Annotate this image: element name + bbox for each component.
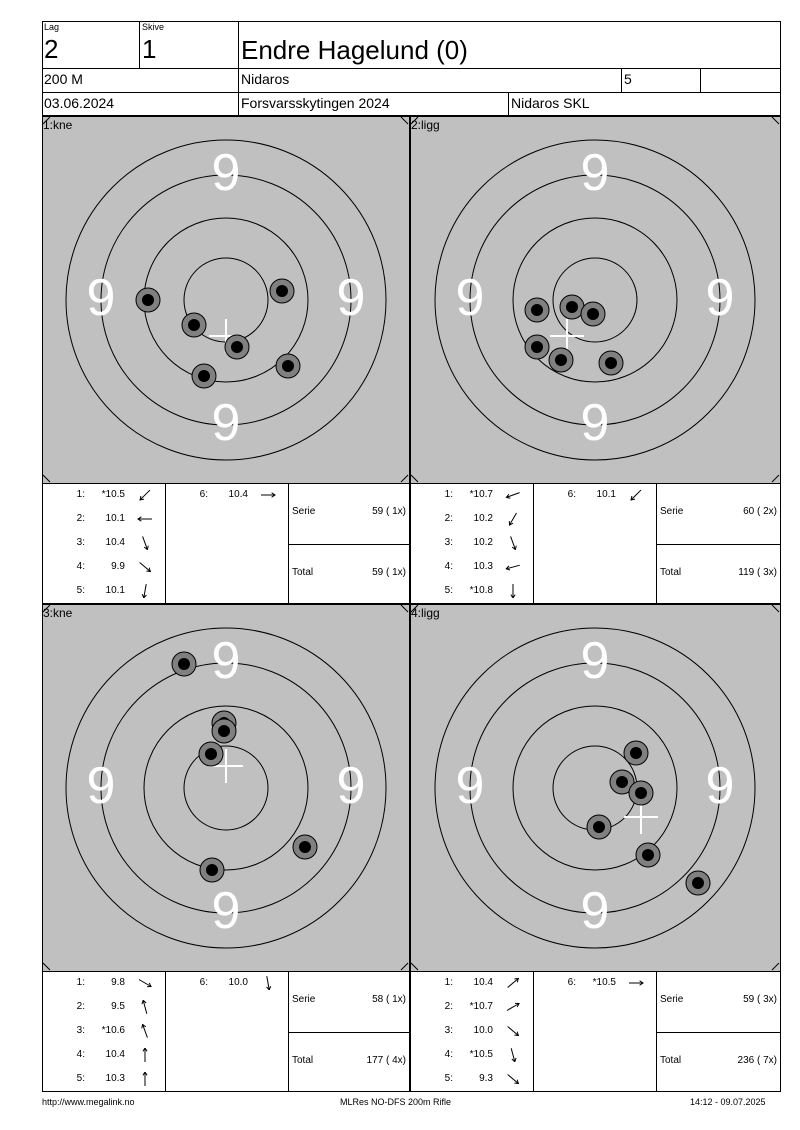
shot-row xyxy=(411,1023,531,1039)
ring-number-label: 9 xyxy=(580,394,610,452)
shot-score: 9.3 xyxy=(479,1073,493,1084)
shot-number: 5: xyxy=(76,585,85,596)
shot-number: 1: xyxy=(444,977,453,988)
shot-hole xyxy=(136,288,160,312)
serie-label: Serie xyxy=(292,994,316,1005)
total-value: 59 ( 1x) xyxy=(372,567,406,578)
ring-number-label: 9 xyxy=(455,757,485,815)
shot-number: 5: xyxy=(444,1073,453,1084)
ring-number-label: 9 xyxy=(336,757,366,815)
shot-hole xyxy=(172,652,196,676)
serie-label: Serie xyxy=(660,994,684,1005)
shot-score: *10.5 xyxy=(592,977,616,988)
shot-direction-arrow-icon xyxy=(503,536,523,550)
class: 5 xyxy=(624,71,632,87)
ring-number-label: 9 xyxy=(580,882,610,940)
shot-direction-arrow-icon xyxy=(503,560,523,574)
shot-direction-arrow-icon xyxy=(503,584,523,598)
shot-hole xyxy=(636,843,660,867)
shot-hole xyxy=(276,354,300,378)
shot-hole xyxy=(293,835,317,859)
class-cell xyxy=(622,69,701,92)
shot-hole xyxy=(200,858,224,882)
panel-title: 3:kne xyxy=(43,606,73,620)
target-face xyxy=(43,117,409,483)
panel-title: 4:ligg xyxy=(411,606,440,620)
shot-row xyxy=(411,1071,531,1087)
total-label: Total xyxy=(660,1055,682,1066)
shot-row xyxy=(411,559,531,575)
target-panel xyxy=(410,604,781,972)
shot-row xyxy=(43,1023,163,1039)
skive-value: 1 xyxy=(142,34,157,64)
shot-hole xyxy=(587,815,611,839)
shot-row xyxy=(411,975,531,991)
date: 03.06.2024 xyxy=(44,95,115,111)
total-value: 119 ( 3x) xyxy=(738,567,777,578)
serie-value: 58 ( 1x) xyxy=(372,994,406,1005)
shot-hole xyxy=(629,781,653,805)
panel-title: 1:kne xyxy=(43,118,73,132)
shot-direction-arrow-icon xyxy=(503,976,523,990)
table-divider xyxy=(289,1032,409,1033)
lag-label: Lag xyxy=(44,22,60,32)
shot-score: *10.5 xyxy=(101,489,125,500)
shot-hole xyxy=(182,313,206,337)
shot-hole xyxy=(599,351,623,375)
shot-score: 10.3 xyxy=(105,1073,125,1084)
shot-direction-arrow-icon xyxy=(503,1048,523,1062)
ring-number-label: 9 xyxy=(336,269,366,327)
shot-row xyxy=(43,535,163,551)
shot-row xyxy=(534,975,654,991)
shot-direction-arrow-icon xyxy=(258,976,278,990)
footer-timestamp: 14:12 - 09.07.2025 xyxy=(690,1097,766,1107)
shot-score: 10.3 xyxy=(473,561,493,572)
serie-value: 59 ( 3x) xyxy=(743,994,777,1005)
shot-direction-arrow-icon xyxy=(135,976,155,990)
shooter-name: Endre Hagelund (0) xyxy=(241,35,468,65)
shot-row xyxy=(43,1071,163,1087)
shot-hole xyxy=(192,364,216,388)
shot-row xyxy=(43,975,163,991)
club-cell xyxy=(239,69,622,92)
shot-number: 2: xyxy=(76,1001,85,1012)
shot-number: 3: xyxy=(76,1025,85,1036)
target-face xyxy=(411,605,780,971)
shot-number: 1: xyxy=(76,489,85,500)
shot-number: 3: xyxy=(444,1025,453,1036)
shot-hole xyxy=(212,719,236,743)
shot-hole xyxy=(225,335,249,359)
shot-direction-arrow-icon xyxy=(135,512,155,526)
shot-direction-arrow-icon xyxy=(135,536,155,550)
shot-score: 10.2 xyxy=(473,513,493,524)
total-label: Total xyxy=(292,1055,314,1066)
lag-cell xyxy=(42,21,140,69)
shot-score: 10.4 xyxy=(228,489,248,500)
shot-hole xyxy=(270,279,294,303)
shot-row xyxy=(411,535,531,551)
table-divider xyxy=(657,1032,780,1033)
club: Nidaros xyxy=(241,71,290,87)
date-cell xyxy=(42,93,239,116)
serie-value: 60 ( 2x) xyxy=(743,506,777,517)
shot-row xyxy=(43,1047,163,1063)
shot-direction-arrow-icon xyxy=(503,512,523,526)
shot-number: 1: xyxy=(76,977,85,988)
serie-value: 59 ( 1x) xyxy=(372,506,406,517)
score-table xyxy=(42,484,410,604)
shot-number: 4: xyxy=(76,1049,85,1060)
shot-score: *10.6 xyxy=(101,1025,125,1036)
shot-row xyxy=(43,559,163,575)
shot-hole xyxy=(549,348,573,372)
shot-direction-arrow-icon xyxy=(503,1024,523,1038)
lag-value: 2 xyxy=(44,34,59,64)
ring-number-label: 9 xyxy=(211,144,241,202)
score-table xyxy=(410,484,781,604)
shot-number: 4: xyxy=(444,561,453,572)
shot-score: 10.1 xyxy=(105,585,125,596)
shot-row xyxy=(166,975,286,991)
shot-direction-arrow-icon xyxy=(135,1048,155,1062)
shot-direction-arrow-icon xyxy=(626,976,646,990)
shot-hole xyxy=(525,335,549,359)
total-label: Total xyxy=(292,567,314,578)
organizer: Nidaros SKL xyxy=(511,95,590,111)
shot-score: 10.0 xyxy=(228,977,248,988)
target-panel xyxy=(42,604,410,972)
shot-number: 6: xyxy=(567,977,576,988)
shot-score: *10.8 xyxy=(469,585,493,596)
panel-title: 2:ligg xyxy=(411,118,440,132)
shot-score: 9.9 xyxy=(111,561,125,572)
shot-number: 6: xyxy=(199,489,208,500)
ring-number-label: 9 xyxy=(580,632,610,690)
ring-number-label: 9 xyxy=(211,632,241,690)
score-table xyxy=(42,972,410,1092)
shot-number: 3: xyxy=(444,537,453,548)
shot-direction-arrow-icon xyxy=(135,488,155,502)
shot-row xyxy=(411,511,531,527)
table-divider xyxy=(657,544,780,545)
ring-number-label: 9 xyxy=(455,269,485,327)
ring-number-label: 9 xyxy=(86,269,116,327)
shot-row xyxy=(43,999,163,1015)
event-cell xyxy=(239,93,509,116)
shot-hole xyxy=(199,742,223,766)
shot-direction-arrow-icon xyxy=(626,488,646,502)
distance: 200 M xyxy=(44,71,83,87)
shot-row xyxy=(534,487,654,503)
shot-hole xyxy=(686,871,710,895)
shot-number: 2: xyxy=(76,513,85,524)
target-panel xyxy=(410,116,781,484)
shot-score: 10.4 xyxy=(105,1049,125,1060)
shot-direction-arrow-icon xyxy=(135,584,155,598)
shot-direction-arrow-icon xyxy=(135,1072,155,1086)
shot-score: 10.2 xyxy=(473,537,493,548)
footer-program: MLRes NO-DFS 200m Rifle xyxy=(340,1097,452,1107)
shot-score: *10.7 xyxy=(469,1001,493,1012)
event: Forsvarsskytingen 2024 xyxy=(241,95,390,111)
table-divider xyxy=(289,544,409,545)
shot-row xyxy=(166,487,286,503)
ring-number-label: 9 xyxy=(705,269,735,327)
target-panel xyxy=(42,116,410,484)
shot-number: 4: xyxy=(444,1049,453,1060)
shot-direction-arrow-icon xyxy=(503,1000,523,1014)
skive-cell xyxy=(140,21,239,69)
shot-hole xyxy=(581,302,605,326)
shot-number: 5: xyxy=(444,585,453,596)
target-face xyxy=(411,117,780,483)
shot-score: *10.5 xyxy=(469,1049,493,1060)
shot-score: 10.0 xyxy=(473,1025,493,1036)
shot-score: *10.7 xyxy=(469,489,493,500)
shot-number: 2: xyxy=(444,513,453,524)
shot-number: 1: xyxy=(444,489,453,500)
shot-score: 10.4 xyxy=(473,977,493,988)
skive-label: Skive xyxy=(142,22,165,32)
shot-direction-arrow-icon xyxy=(135,560,155,574)
shot-score: 10.1 xyxy=(105,513,125,524)
shot-hole xyxy=(560,295,584,319)
shot-direction-arrow-icon xyxy=(135,1024,155,1038)
shot-row xyxy=(43,511,163,527)
ring-number-label: 9 xyxy=(211,394,241,452)
total-value: 177 ( 4x) xyxy=(366,1055,406,1066)
shot-row xyxy=(43,487,163,503)
shot-score: 10.4 xyxy=(105,537,125,548)
total-label: Total xyxy=(660,567,682,578)
shot-row xyxy=(411,583,531,599)
organizer-cell xyxy=(509,93,781,116)
shot-score: 10.1 xyxy=(596,489,616,500)
shot-hole xyxy=(624,741,648,765)
shot-number: 6: xyxy=(199,977,208,988)
shot-direction-arrow-icon xyxy=(503,488,523,502)
footer-url[interactable]: http://www.megalink.no xyxy=(42,1097,135,1107)
ring-number-label: 9 xyxy=(705,757,735,815)
shot-score: 9.8 xyxy=(111,977,125,988)
shot-number: 2: xyxy=(444,1001,453,1012)
shot-number: 3: xyxy=(76,537,85,548)
shot-row xyxy=(411,1047,531,1063)
shot-number: 5: xyxy=(76,1073,85,1084)
shot-hole xyxy=(525,298,549,322)
target-face xyxy=(43,605,409,971)
serie-label: Serie xyxy=(660,506,684,517)
shot-score: 9.5 xyxy=(111,1001,125,1012)
shot-number: 6: xyxy=(567,489,576,500)
serie-label: Serie xyxy=(292,506,316,517)
shot-number: 4: xyxy=(76,561,85,572)
shot-row xyxy=(43,583,163,599)
shot-row xyxy=(411,487,531,503)
shot-direction-arrow-icon xyxy=(503,1072,523,1086)
shot-direction-arrow-icon xyxy=(258,488,278,502)
ring-number-label: 9 xyxy=(211,882,241,940)
ring-number-label: 9 xyxy=(580,144,610,202)
shot-row xyxy=(411,999,531,1015)
score-table xyxy=(410,972,781,1092)
shot-direction-arrow-icon xyxy=(135,1000,155,1014)
ring-number-label: 9 xyxy=(86,757,116,815)
total-value: 236 ( 7x) xyxy=(737,1055,777,1066)
distance-cell xyxy=(42,69,239,92)
